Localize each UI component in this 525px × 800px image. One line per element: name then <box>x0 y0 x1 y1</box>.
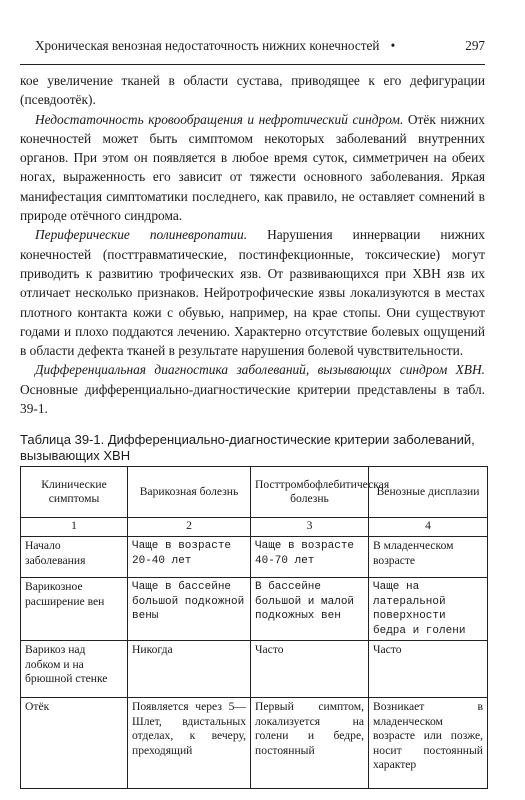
column-header: Посттромбофлебитическая болезнь <box>251 467 369 518</box>
table-row <box>21 641 488 698</box>
paragraph-lead: Дифференциальная диагностика заболеваний, вызывающих синдром ХВН. <box>35 362 485 378</box>
column-number-row <box>21 518 488 537</box>
column-header: Клинические симптомы <box>21 467 128 518</box>
table-cell: Никогда <box>128 641 251 698</box>
paragraph-text: Нарушения иннервации нижних конечностей (посттравматические, постинфекционные, токсические) могут приводить к развитию трофических язв. От развивающихся при ХВН язв их отличает несколько признаков. Нейротрофические язвы локализуются в местах плотного контакта кожи с обувью, например, на крае стопы. Они существуют годами и плохо поддаются лечению. Характерно отсутствие болевых ощущений в области дефекта тканей в результате нарушения болевой чувствительности. <box>20 227 486 359</box>
table-cell: Часто <box>369 641 488 698</box>
header-rule <box>20 64 485 65</box>
table-cell: В младенческом возрасте <box>369 537 488 578</box>
table-cell: Первый симптом, локализуется на голени и бедре, постоянный <box>251 698 369 789</box>
body-text <box>20 71 485 418</box>
table-cell: Чаще в возрасте 40-70 лет <box>251 537 369 578</box>
paragraph-lead: Недостаточность кровообращения и нефротический синдром. <box>35 111 404 127</box>
table-cell: Варикозное расширение вен <box>21 578 128 641</box>
table-cell: Начало заболевания <box>21 537 128 578</box>
table-cell: Чаще на латеральной поверхности бедра и голени <box>369 578 488 641</box>
paragraph-text: Основные дифференциально-диагностические критерии представлены в табл. 39-1. <box>20 381 485 417</box>
column-number: 3 <box>251 518 369 537</box>
table-cell: Возникает в младенческом возрасте или позже, носит постоянный характер <box>369 698 488 789</box>
paragraph <box>20 360 485 418</box>
table-row <box>21 578 488 641</box>
paragraph-text: Отёк нижних конечностей может быть симптомом некоторых заболеваний внутренних органов. При этом он появляется в любое время суток, симметричен на обеих ногах, выраженность его зависит от тяжести основного заболевания. Яркая манифестация симптоматики последнего, как правило, не оставляет сомнений в природе отёчного синдрома. <box>20 111 486 224</box>
table-caption: Таблица 39-1. Дифференциально-диагностические критерии заболеваний, вызывающих ХВН <box>20 432 475 463</box>
column-number: 2 <box>128 518 251 537</box>
table-row <box>21 698 488 789</box>
paragraph <box>20 71 485 110</box>
header-bullet: • <box>390 38 396 53</box>
table-cell: Варикоз над лобком и на брюшной стенке <box>21 641 128 698</box>
running-header-title: Хроническая венозная недостаточность нижних конечностей <box>35 38 380 53</box>
table-cell: Чаще в бассейне большой подкожной вены <box>128 578 251 641</box>
table-row <box>21 537 488 578</box>
table-cell: Появляется через 5—Шлет, вдистальных отделах, к вечеру, преходящий <box>128 698 251 789</box>
table-cell: В бассейне большой и малой подкожных вен <box>251 578 369 641</box>
table-cell: Отёк <box>21 698 128 789</box>
paragraph <box>20 225 485 360</box>
diagnostic-criteria-table <box>20 466 488 789</box>
table-cell: Чаще в возрасте 20-40 лет <box>128 537 251 578</box>
running-header <box>35 38 485 54</box>
paragraph-text: кое увеличение тканей в области сустава, приводящее к его дефигурации (псевдоотёк). <box>20 73 485 108</box>
column-number: 4 <box>369 518 488 537</box>
column-number: 1 <box>21 518 128 537</box>
paragraph-lead: Периферические полиневропатии. <box>35 227 248 243</box>
column-header: Венозные дисплазии <box>369 467 488 518</box>
column-header: Варикозная болезнь <box>128 467 251 518</box>
table-cell: Часто <box>251 641 369 698</box>
paragraph <box>20 110 485 226</box>
page-number: 297 <box>465 38 485 53</box>
table-header-row <box>21 467 488 518</box>
